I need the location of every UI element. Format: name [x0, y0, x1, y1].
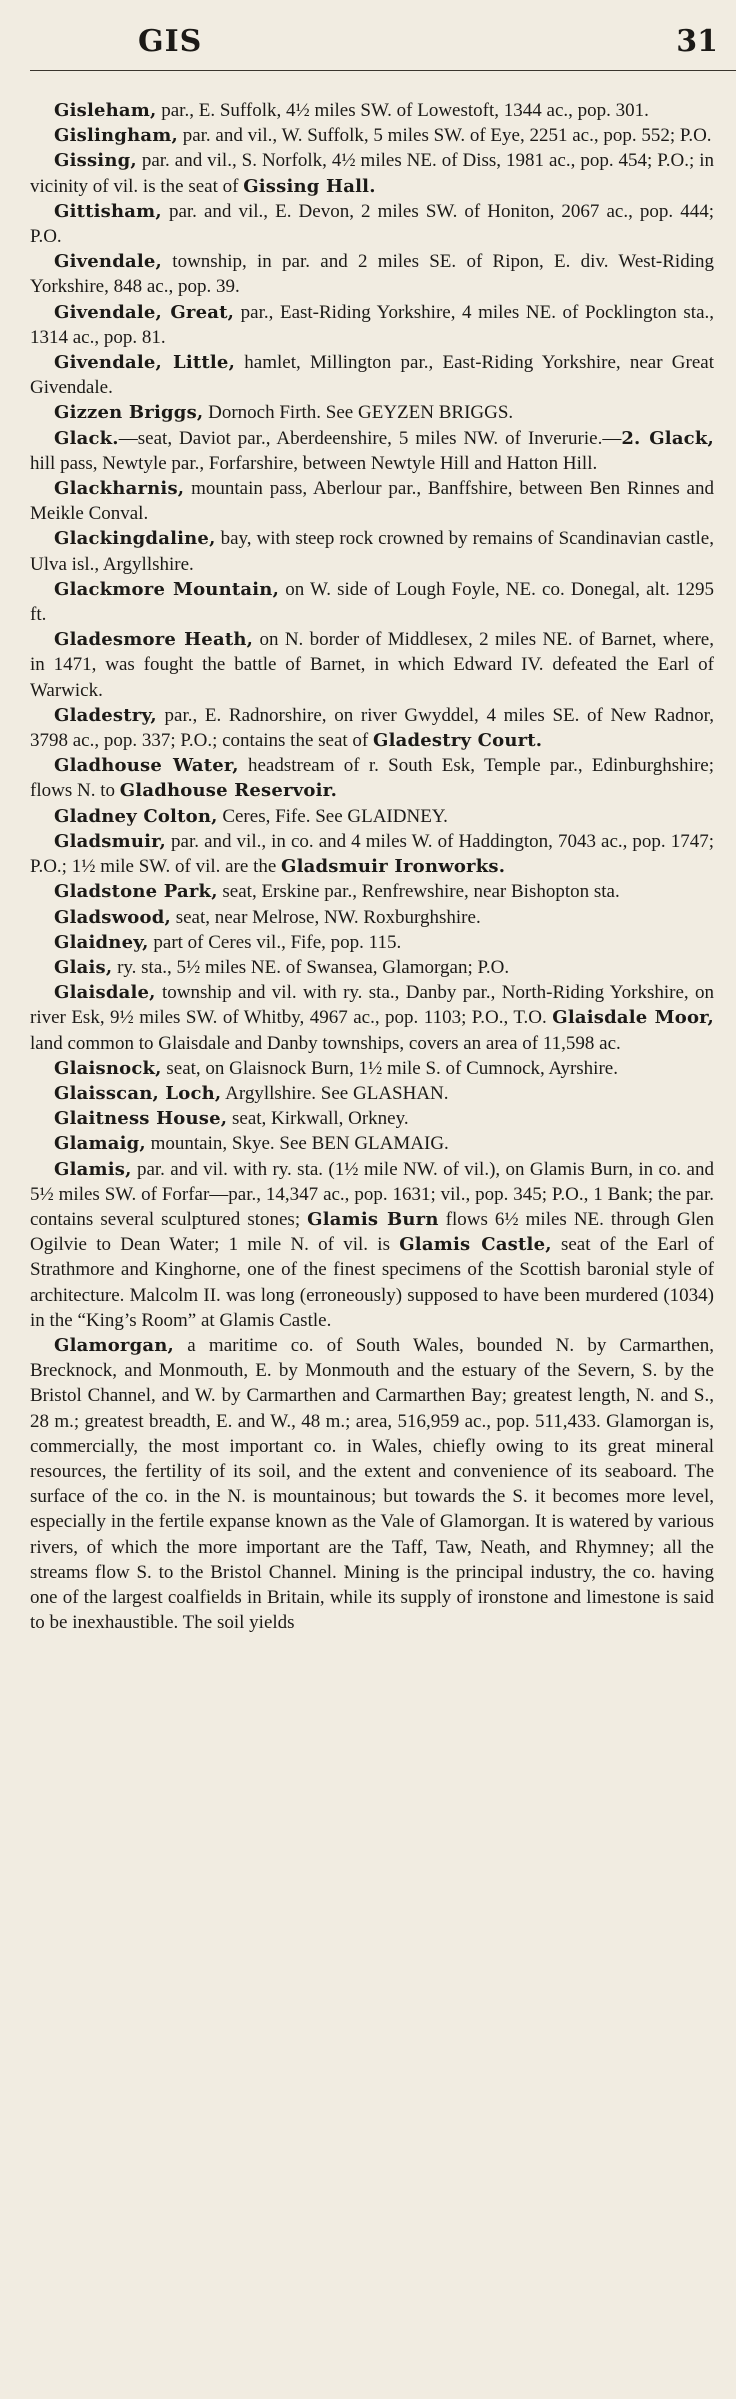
gazetteer-entry: [30, 1131, 714, 1156]
gazetteer-entry: [30, 905, 714, 930]
gazetteer-entry: [30, 123, 714, 148]
entry-headword: Glackingdaline,: [54, 528, 216, 550]
gazetteer-entry: [30, 980, 714, 1056]
entry-headword: Glaitness House,: [54, 1108, 228, 1130]
entry-headword: Gissing,: [54, 150, 137, 172]
entry-text: ry. sta., 5½ miles NE. of Swansea, Glamorgan; P.O.: [112, 956, 510, 978]
entry-text: on W. side of Lough Foyle, NE. co. Donegal, alt. 1295 ft.: [30, 578, 715, 626]
entry-headword: Gissing Hall.: [243, 175, 376, 197]
gazetteer-entry: [30, 400, 714, 425]
entry-text: Argyllshire. See GLASHAN.: [221, 1082, 449, 1104]
entry-text: seat of the Earl of Strathmore and Kinghorne, one of the finest specimens of the Scottish baronial style of architecture. Malcolm II. was long (erroneously) supposed to have been murdered (1034) in the “King’s Room” at Glamis Castle.: [30, 1234, 714, 1331]
entry-text: par. and vil. with ry. sta. (1½ mile NW. of vil.), on Glamis Burn, in co. and 5½ miles SW. of Forfar—par., 14,347 ac., pop. 1631; vil., pop. 345; P.O., 1 Bank; the par. contains several sculptured stones;: [30, 1158, 714, 1230]
gazetteer-entry: [30, 199, 714, 249]
entry-headword: Gisleham,: [54, 100, 157, 121]
entry-headword: Glackharnis,: [54, 478, 185, 500]
entry-text: par. and vil., E. Devon, 2 miles SW. of Honiton, 2067 ac., pop. 444; P.O.: [30, 200, 714, 248]
entry-text: township, in par. and 2 miles SE. of Ripon, E. div. West-Riding Yorkshire, 848 ac., pop. 39.: [30, 251, 714, 298]
running-head: GIS: [138, 24, 203, 59]
gazetteer-entry: [30, 148, 714, 198]
gazetteer-entry: [30, 804, 714, 829]
entry-text: flows 6½ miles NE. through Glen Ogilvie to Dean Water; 1 mile N. of vil. is: [30, 1208, 714, 1256]
entry-headword: Gladestry Court.: [373, 730, 543, 752]
gazetteer-entry: [30, 627, 714, 703]
entry-text: par., East-Riding Yorkshire, 4 miles NE. of Pocklington sta., 1314 ac., pop. 81.: [30, 301, 714, 348]
entry-text: mountain, Skye. See BEN GLAMAIG.: [145, 1133, 449, 1155]
entry-text: hill pass, Newtyle par., Forfarshire, between Newtyle Hill and Hatton Hill.: [30, 452, 598, 474]
entry-text: par. and vil., in co. and 4 miles W. of Haddington, 7043 ac., pop. 1747; P.O.; 1½ mile SW. of vil. are the: [30, 830, 714, 878]
entry-text: —seat, Daviot par., Aberdeenshire, 5 miles NW. of Inverurie.—: [118, 427, 622, 449]
page-number: 31: [676, 24, 718, 59]
entry-headword: Glamis Castle,: [399, 1234, 552, 1256]
entry-text: Dornoch Firth. See GEYZEN BRIGGS.: [203, 402, 514, 424]
gazetteer-entry: [30, 476, 714, 526]
gazetteer-entry: [30, 526, 714, 576]
gazetteer-entry: [30, 249, 714, 299]
entry-headword: Gladsmuir,: [54, 830, 167, 852]
entry-headword: Gladhouse Reservoir.: [119, 780, 338, 802]
gazetteer-entry: [30, 98, 714, 123]
entry-text: mountain pass, Aberlour par., Banffshire, between Ben Rinnes and Meikle Conval.: [30, 478, 714, 525]
entry-list: [30, 80, 714, 1635]
gazetteer-entry: [30, 300, 714, 350]
entry-headword: Glais,: [54, 956, 113, 978]
entry-headword: Givendale,: [54, 251, 163, 273]
entry-text: seat, on Glaisnock Burn, 1½ mile S. of Cumnock, Ayrshire.: [161, 1057, 618, 1079]
gazetteer-entry: [30, 753, 714, 803]
entry-text: par., E. Suffolk, 4½ miles SW. of Lowestoft, 1344 ac., pop. 301.: [156, 100, 649, 121]
gazetteer-entry: [30, 1333, 714, 1635]
entry-headword: Glaidney,: [54, 931, 149, 953]
entry-headword: Glaisnock,: [54, 1057, 162, 1079]
entry-headword: Gizzen Briggs,: [54, 402, 204, 424]
entry-text: land common to Glaisdale and Danby townships, covers an area of 11,598 ac.: [30, 1032, 621, 1054]
entry-text: par., E. Radnorshire, on river Gwyddel, 4 miles SE. of New Radnor, 3798 ac., pop. 337; P.O.; contains the seat of: [30, 704, 714, 752]
entry-headword: Gladstone Park,: [54, 881, 218, 903]
entry-text: hamlet, Millington par., East-Riding Yorkshire, near Great Givendale.: [30, 352, 715, 399]
gazetteer-entry: [30, 829, 714, 879]
gazetteer-entry: [30, 703, 714, 753]
entry-text: par. and vil., W. Suffolk, 5 miles SW. of Eye, 2251 ac., pop. 552; P.O.: [177, 125, 712, 147]
entry-text: on N. border of Middlesex, 2 miles NE. of Barnet, where, in 1471, was fought the battle of Barnet, in which Edward IV. defeated the Earl of Warwick.: [30, 629, 714, 701]
entry-headword: Glamaig,: [54, 1133, 146, 1155]
entry-text: Ceres, Fife. See GLAIDNEY.: [217, 805, 448, 827]
entry-text: par. and vil., S. Norfolk, 4½ miles NE. of Diss, 1981 ac., pop. 454; P.O.; in vicinity of vil. is the seat of: [30, 150, 714, 197]
entry-headword: Gladestry,: [54, 704, 157, 726]
entry-headword: Gladesmore Heath,: [54, 629, 254, 651]
entry-headword: Gislingham,: [54, 125, 178, 147]
entry-text: seat, near Melrose, NW. Roxburghshire.: [170, 906, 481, 928]
entry-headword: Glackmore Mountain,: [54, 578, 280, 600]
entry-headword: Glamis Burn: [307, 1208, 439, 1230]
entry-headword: Givendale, Great,: [54, 301, 235, 323]
entry-headword: Gladhouse Water,: [54, 755, 239, 777]
entry-headword: Glaisdale,: [54, 982, 156, 1004]
gazetteer-entry: [30, 1106, 714, 1131]
page-header: [30, 0, 718, 80]
entry-headword: Glamorgan,: [54, 1334, 175, 1356]
gazetteer-entry: [30, 1081, 714, 1106]
gazetteer-entry: [30, 350, 714, 400]
entry-headword: Glaisscan, Loch,: [54, 1082, 222, 1104]
entry-text: bay, with steep rock crowned by remains of Scandinavian castle, Ulva isl., Argyllshire.: [30, 528, 714, 575]
entry-headword: Givendale, Little,: [54, 352, 236, 374]
entry-text: headstream of r. South Esk, Temple par., Edinburghshire; flows N. to: [30, 755, 714, 802]
entry-headword: Gittisham,: [54, 200, 162, 222]
gazetteer-entry: [30, 426, 714, 476]
entry-headword: Glaisdale Moor,: [552, 1007, 714, 1029]
header-rule: [30, 70, 736, 71]
entry-headword: Gladsmuir Ironworks.: [281, 856, 506, 878]
gazetteer-entry: [30, 879, 714, 904]
gazetteer-entry: [30, 1157, 714, 1333]
entry-text: a maritime co. of South Wales, bounded N. by Carmarthen, Brecknock, and Monmouth, E. by Monmouth and the estuary of the Severn, S. by the Bristol Channel, and W. by Carmarthen and Carmarthen Bay; greatest length, N. and S., 28 m.; greatest breadth, E. and W., 48 m.; area, 516,959 ac., pop. 511,433. Glamorgan is, commercially, the most important co. in Wales, chiefly owing to its great mineral resources, the fertility of its soil, and the extent and convenience of its seaboard. The surface of the co. in the N. is mountainous; but towards the S. it becomes more level, especially in the fertile expanse known as the Vale of Glamorgan. It is watered by various rivers, of which the more important are the Taff, Taw, Neath, and Rhymney; all the streams flow S. to the Bristol Channel. Mining is the principal industry, the co. having one of the largest coalfields in Britain, while its supply of ironstone and limestone is said to be inexhaustible. The soil yields: [30, 1334, 714, 1634]
entry-text: part of Ceres vil., Fife, pop. 115.: [148, 931, 402, 953]
entry-headword: Glack.: [54, 427, 119, 449]
entry-text: seat, Kirkwall, Orkney.: [227, 1108, 409, 1130]
gazetteer-entry: [30, 577, 714, 627]
entry-headword: Glamis,: [54, 1158, 132, 1180]
gazetteer-entry: [30, 930, 714, 955]
entry-text: seat, Erskine par., Renfrewshire, near Bishopton sta.: [217, 881, 620, 903]
entry-headword: 2. Glack,: [621, 427, 714, 449]
gazetteer-entry: [30, 1056, 714, 1081]
entry-headword: Gladney Colton,: [54, 805, 218, 827]
entry-headword: Gladswood,: [54, 906, 171, 928]
entry-text: township and vil. with ry. sta., Danby par., North-Riding Yorkshire, on river Esk, 9½ miles SW. of Whitby, 4967 ac., pop. 1103; P.O., T.O.: [30, 982, 714, 1029]
gazetteer-entry: [30, 955, 714, 980]
